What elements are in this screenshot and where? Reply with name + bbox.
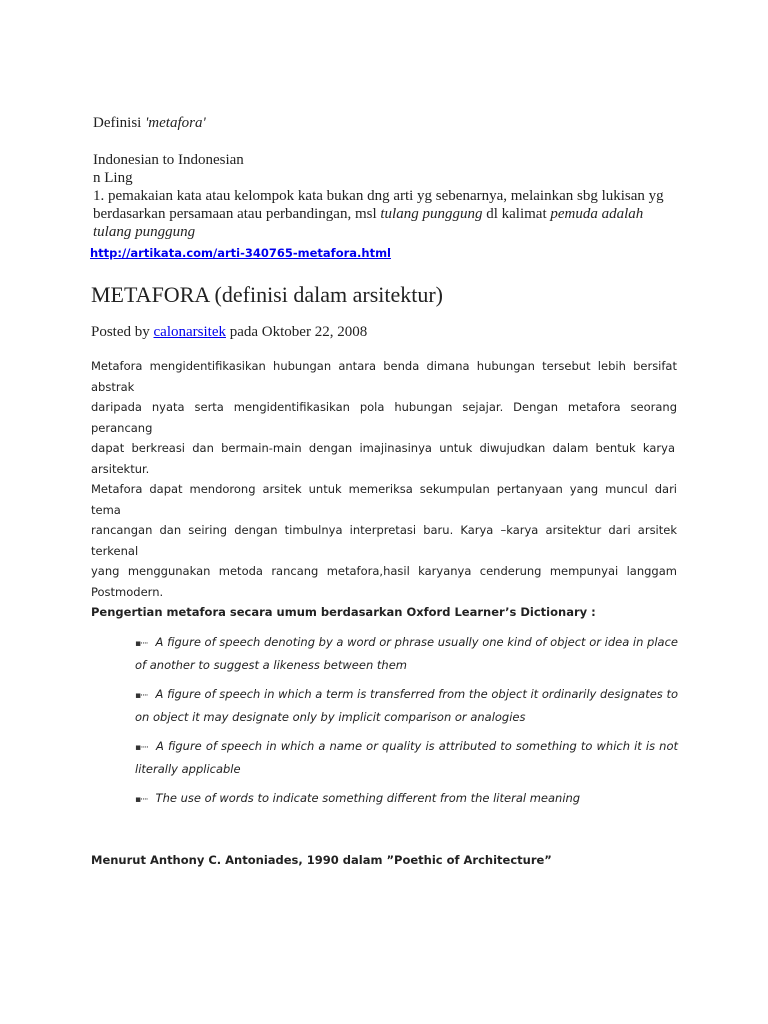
paragraph-2-line-4: Postmodern. <box>91 584 164 599</box>
paragraph-2-line-2: rancangan dan seiring dengan timbulnya interpretasi baru. Karya –karya arsitektur dari arsitek terkenal <box>91 523 677 558</box>
bullet-text-3: A figure of speech in which a name or quality is attributed to something to which it is not literally applicable <box>135 739 678 776</box>
bullet-marker: ▪···· <box>135 691 148 701</box>
post-meta <box>91 323 367 341</box>
dictionary-entry <box>93 187 683 241</box>
paragraph-1-line-2: daripada nyata serta mengidentifikasikan pola hubungan sejajar. Dengan metafora seorang perancang <box>91 400 677 435</box>
paragraph-1-line-1: Metafora mengidentifikasikan hubungan antara benda dimana hubungan tersebut lebih bersifat abstrak <box>91 359 677 394</box>
bullet-item-2 <box>135 684 678 727</box>
bullet-item-3 <box>135 736 678 779</box>
bullet-item-1 <box>135 632 678 675</box>
author-link[interactable]: calonarsitek <box>153 324 226 340</box>
definition-line <box>93 114 206 132</box>
bullet-marker: ▪···· <box>135 795 148 805</box>
posted-by-label: Posted by <box>91 324 154 340</box>
entry-example-2: pemuda adalah tulang punggung <box>93 206 644 240</box>
paragraph-2 <box>91 479 677 602</box>
paragraph-2-line-1: Metafora dapat mendorong arsitek untuk memeriksa sekumpulan pertanyaan yang muncul dari tema <box>91 482 677 517</box>
bullet-text-1: A figure of speech denoting by a word or phrase usually one kind of object or idea in place of another to suggest a likeness between them <box>135 635 678 672</box>
bullet-text-4: The use of words to indicate something different from the literal meaning <box>155 791 581 805</box>
bullet-marker: ▪···· <box>135 743 148 753</box>
article-title: METAFORA (definisi dalam arsitektur) <box>91 282 444 307</box>
oxford-heading: Pengertian metafora secara umum berdasarkan Oxford Learner’s Dictionary : <box>91 605 596 619</box>
bullet-text-2: A figure of speech in which a term is transferred from the object it ordinarily designates to on object it may designate only by implicit comparison or analogies <box>135 687 678 724</box>
bullet-item-4 <box>135 788 678 811</box>
entry-middle: dl kalimat <box>482 206 551 222</box>
paragraph-1-line-4: arsitektur. <box>91 461 150 476</box>
definition-label: Definisi <box>93 115 146 131</box>
dictionary-source: Indonesian to Indonesian <box>93 152 244 168</box>
paragraph-1-line-3: dapat berkreasi dan bermain-main dengan imajinasinya untuk diwujudkan dalam bentuk karya <box>91 441 675 455</box>
paragraph-1 <box>91 356 677 479</box>
entry-example-1: tulang punggung <box>380 206 483 222</box>
paragraph-2-line-3: yang menggunakan metoda rancang metafora,hasil karyanya cenderung mempunyai langgam <box>91 564 677 578</box>
post-date: pada Oktober 22, 2008 <box>225 324 368 340</box>
bullet-marker: ▪···· <box>135 639 148 649</box>
dictionary-category: n Ling <box>93 170 133 186</box>
antoniades-heading: Menurut Anthony C. Antoniades, 1990 dalam ”Poethic of Architecture” <box>91 853 552 867</box>
source-link[interactable]: http://artikata.com/arti-340765-metafora.html <box>90 246 391 260</box>
entry-text: 1. pemakaian kata atau kelompok kata bukan dng arti yg sebenarnya, melainkan sbg lukisan yg berdasarkan persamaan atau perbandingan, msl <box>93 188 664 222</box>
definition-term: 'metafora' <box>145 115 206 131</box>
